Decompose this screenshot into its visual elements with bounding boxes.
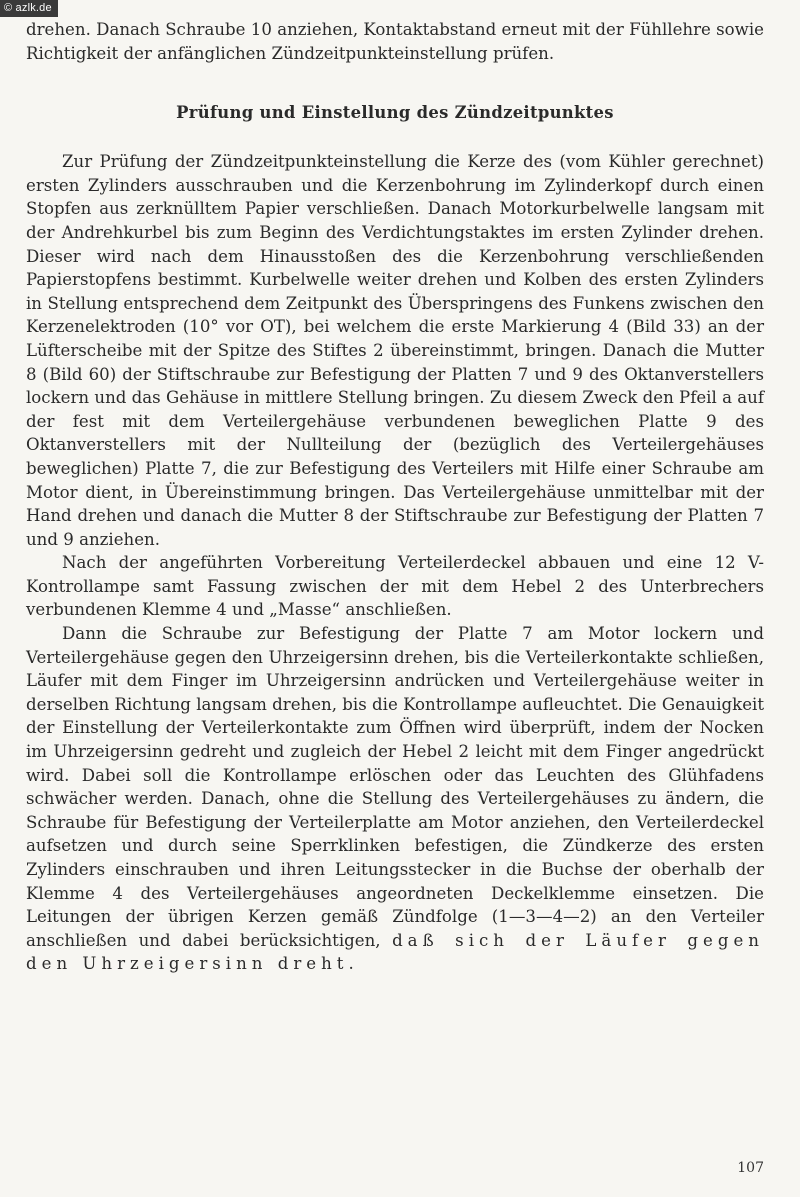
closing-spaced-text: daß sich der Läufer gegen den Uhrzeigersinn dreht. — [26, 930, 764, 974]
section-heading: Prüfung und Einstellung des Zündzeitpunktes — [176, 103, 614, 123]
body-paragraph-3 — [26, 622, 764, 976]
body-paragraph-2: Nach der angeführten Vorbereitung Verteilerdeckel abbauen und eine 12 V-Kontrollampe samt Fassung zwischen der mit dem Hebel 2 des Unterbrechers verbundenen Klemme 4 und „Masse“ anschließen. — [26, 553, 764, 620]
intro-paragraph: drehen. Danach Schraube 10 anziehen, Kontaktabstand erneut mit der Fühllehre sowie Richtigkeit der anfänglichen Zündzeitpunkteinstellung prüfen. — [26, 20, 764, 63]
document-page — [26, 18, 764, 976]
body-paragraph-3-text: Dann die Schraube zur Befestigung der Platte 7 am Motor lockern und Verteilergehäuse gegen den Uhrzeigersinn drehen, bis die Verteilerkontakte schließen, Läufer mit dem Finger im Uhrzeigersinn andrücken und Verteilergehäuse weiter in derselben Richtung langsam drehen, bis die Kontrollampe aufleuchtet. Die Genauigkeit der Einstellung der Verteilerkontakte zum Öffnen wird überprüft, indem der Nocken im Uhrzeigersinn gedreht und zugleich der Hebel 2 leicht mit dem Finger angedrückt wird. Dabei soll die Kontrollampe erlöschen oder das Leuchten des Glühfadens schwächer werden. Danach, ohne die Stellung des Verteilergehäuses zu ändern, die Schraube für Befestigung der Verteilerplatte am Motor anziehen, den Verteilerdeckel aufsetzen und durch seine Sperrklinken befestigen, die Zündkerze des ersten Zylinders einschrauben und ihren Leitungsstecker in die Buchse der oberhalb der Klemme 4 des Verteilergehäuses angeordneten Deckelklemme einsetzen. Die Leitungen der übrigen Kerzen gemäß Zündfolge (1—3—4—2) an den Verteiler anschließen und dabei berücksichtigen, — [26, 624, 764, 950]
body-paragraph-1: Zur Prüfung der Zündzeitpunkteinstellung die Kerze des (vom Kühler gerechnet) ersten Zylinders ausschrauben und die Kerzenbohrung im Zylinderkopf durch einen Stopfen aus zerknülltem Papier verschließen. Danach Motorkurbelwelle langsam mit der Andrehkurbel bis zum Beginn des Verdichtungstaktes im ersten Zylinder drehen. Dieser wird nach dem Hinausstoßen des die Kerzenbohrung verschließenden Papierstopfens bestimmt. Kurbelwelle weiter drehen und Kolben des ersten Zylinders in Stellung entsprechend dem Zeitpunkt des Überspringens des Funkens zwischen den Kerzenelektroden (10° vor OT), bei welchem die erste Markierung 4 (Bild 33) an der Lüfterscheibe mit der Spitze des Stiftes 2 übereinstimmt, bringen. Danach die Mutter 8 (Bild 60) der Stiftschraube zur Befestigung der Platten 7 und 9 des Oktanverstellers lockern und das Gehäuse in mittlere Stellung bringen. Zu diesem Zweck den Pfeil a auf der fest mit dem Verteilergehäuse verbundenen beweglichen Platte 9 des Oktanverstellers mit der Nullteilung der (bezüglich des Verteilergehäuses beweglichen) Platte 7, die zur Befestigung des Verteilers mit Hilfe einer Schraube am Motor dient, in Übereinstimmung bringen. Das Verteilergehäuse unmittelbar mit der Hand drehen und danach die Mutter 8 der Stiftschraube zur Befestigung der Platten 7 und 9 anziehen. — [26, 152, 764, 549]
page-number: 107 — [737, 1160, 764, 1176]
watermark-badge: © azlk.de — [0, 0, 58, 17]
